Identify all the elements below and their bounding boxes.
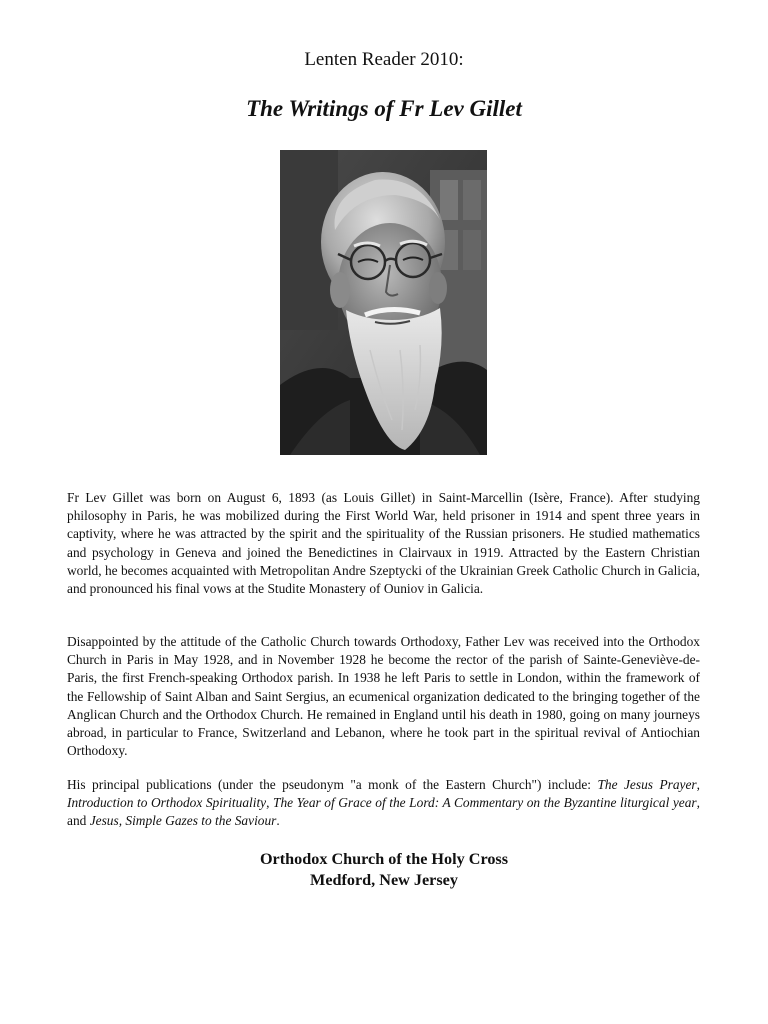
reader-kicker: Lenten Reader 2010:	[304, 49, 464, 70]
list-separator: ,	[696, 777, 700, 792]
sentence-end: .	[276, 813, 280, 829]
book-title: The Jesus Prayer	[597, 777, 697, 792]
biography-paragraph-orthodoxy: Disappointed by the attitude of the Catholic Church towards Orthodoxy, Father Lev was received into the Orthodox Church in Paris in May 1928, and in November 1928 he become the rector of the parish of Sainte-Geneviève-de-Paris, the first French-speaking Orthodox parish. In 1938 he left Paris to settle in London, within the framework of the Fellowship of Saint Alban and Saint Sergius, an ecumenical organization dedicated to the bringing together of the Anglican Church and the Orthodox Church. He remained in England until his death in 1980, going on many journeys abroad, in particular to France, Switzerland and Lebanon, where he took part in the spiritual revival of Antiochian Orthodoxy.	[67, 634, 700, 759]
portrait-photo	[280, 150, 487, 455]
church-location: Medford, New Jersey	[310, 871, 458, 889]
biography-paragraph-early-life: Fr Lev Gillet was born on August 6, 1893 (as Louis Gillet) in Saint-Marcellin (Isère, France). After studying philosophy in Paris, he was mobilized during the First World War, held prisoner in 1914 and spent three years in captivity, where he was attracted by the spirit and the spirituality of the Russian prisoners. He studied mathematics and psychology in Geneva and joined the Benedictines in Clairvaux in 1919. Attracted by the Eastern Christian world, he becomes acquainted with Metropolitan Andre Szeptycki of the Ukrainian Greek Catholic Church in Galicia, and pronounced his final vows at the Studite Monastery of Ouniov in Galicia.	[67, 490, 700, 597]
book-title: The Year of Grace of the Lord: A Commentary on the Byzantine liturgical year	[273, 795, 697, 811]
book-title: Jesus, Simple Gazes to the Saviour	[89, 813, 277, 829]
church-name: Orthodox Church of the Holy Cross	[259, 850, 509, 868]
list-separator: , and	[67, 795, 700, 829]
publications-intro: His principal publications (under the pseudonym "a monk of the Eastern Church") include:	[67, 777, 598, 792]
book-title: Introduction to Orthodox Spirituality	[67, 795, 267, 811]
list-separator: ,	[266, 795, 274, 811]
document-title: The Writings of Fr Lev Gillet	[246, 96, 522, 121]
publications-paragraph	[67, 776, 700, 831]
church-footer	[0, 849, 768, 891]
